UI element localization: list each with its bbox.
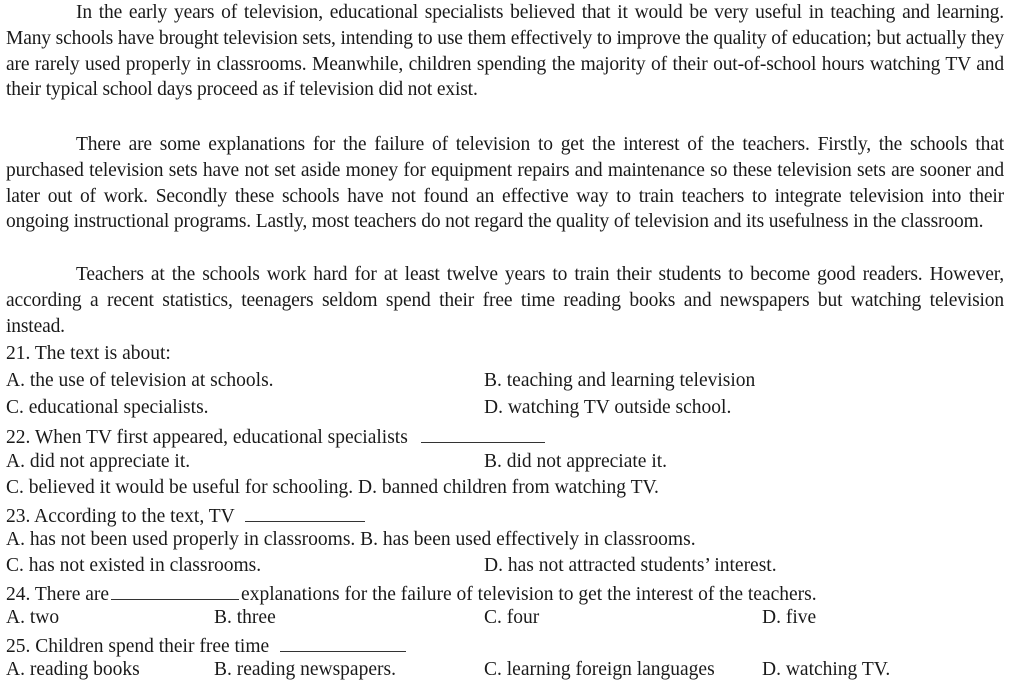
passage-paragraph-1 [6, 0, 1004, 103]
question-25-option-a: A. reading books [6, 659, 140, 680]
question-23-blank [245, 501, 365, 522]
question-23-line [6, 501, 365, 527]
question-24-option-b: B. three [214, 607, 276, 628]
question-23-option-c: C. has not existed in classrooms. [6, 555, 262, 576]
question-25-option-b: B. reading newspapers. [214, 659, 396, 680]
question-22-options-c-d: C. believed it would be useful for schooling. D. banned children from watching TV. [6, 477, 659, 498]
question-21-option-a: A. the use of television at schools. [6, 370, 274, 391]
question-22-line [6, 422, 545, 448]
question-24-stem-end: explanations for the failure of television to get the interest of the teachers. [241, 584, 817, 605]
question-24-option-d: D. five [762, 607, 817, 628]
question-22-blank [421, 422, 545, 443]
question-23-stem: 23. According to the text, TV [6, 506, 235, 527]
question-24-stem-start: 24. There are [6, 584, 110, 605]
question-24-blank [111, 579, 239, 600]
question-24-option-a: A. two [6, 607, 60, 628]
passage-paragraph-3-text: Teachers at the schools work hard for at least twelve years to train their students to become good readers. However, according a recent statistics, teenagers seldom spend their free time reading books and newspapers but watching television instead. [6, 264, 1004, 337]
question-23-options-a-b: A. has not been used properly in classrooms. B. has been used effectively in classrooms. [6, 529, 696, 550]
question-21-option-d: D. watching TV outside school. [484, 397, 732, 418]
question-22-option-a: A. did not appreciate it. [6, 451, 191, 472]
question-21-stem: 21. The text is about: [6, 343, 171, 364]
question-23-option-d: D. has not attracted students’ interest. [484, 555, 777, 576]
question-22-option-b: B. did not appreciate it. [484, 451, 668, 472]
question-21-option-b: B. teaching and learning television [484, 370, 756, 391]
question-24-option-c: C. four [484, 607, 540, 628]
question-24-line [6, 579, 817, 605]
question-25-option-d: D. watching TV. [762, 659, 891, 680]
question-21-option-c: C. educational specialists. [6, 397, 209, 418]
passage-paragraph-3 [6, 262, 1004, 339]
passage-paragraph-1-text: In the early years of television, educational specialists believed that it would be very useful in teaching and learning. Many schools have brought television sets, intending to use them effectively to improve the quality of education; but actually they are rarely used properly in classrooms. Meanwhile, children spending the majority of their out-of-school hours watching TV and their typical school days proceed as if television did not exist. [6, 2, 1004, 101]
passage-paragraph-2 [6, 132, 1004, 235]
question-25-blank [280, 631, 406, 652]
question-22-stem: 22. When TV first appeared, educational specialists [6, 427, 408, 448]
question-25-line [6, 631, 406, 657]
passage-paragraph-2-text: There are some explanations for the failure of television to get the interest of the teachers. Firstly, the schools that purchased television sets have not set aside money for equipment repairs and maintenance so these television sets are sooner and later out of work. Secondly these schools have not found an effective way to train teachers to integrate television into their ongoing instructional programs. Lastly, most teachers do not regard the quality of television and its usefulness in the classroom. [6, 134, 1004, 233]
question-25-stem: 25. Children spend their free time [6, 636, 270, 657]
question-25-option-c: C. learning foreign languages [484, 659, 715, 680]
